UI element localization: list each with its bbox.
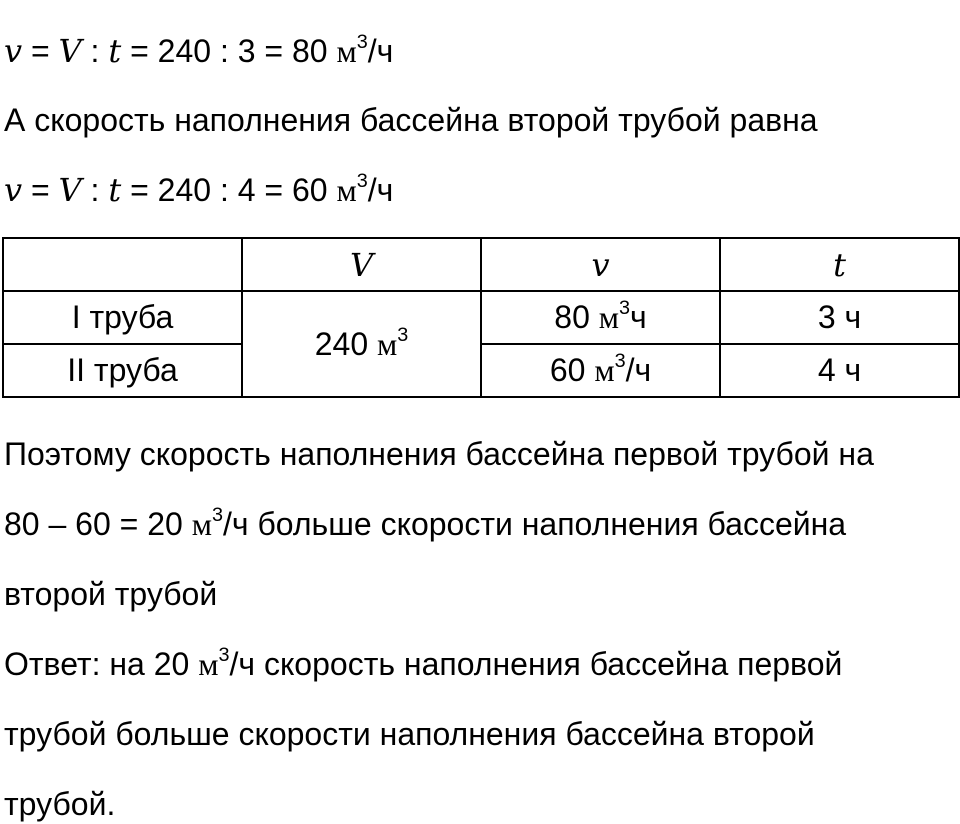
unit-power: 3: [218, 644, 230, 667]
var-v: v: [4, 32, 23, 70]
text-second-pipe-intro: А скорость наполнения бассейна второй трубой равна: [4, 102, 818, 138]
formula-speed-first-pipe: [4, 31, 393, 71]
text-second-pipe: второй трубой: [4, 576, 218, 612]
unit-m: м: [198, 646, 219, 682]
var-V: V: [58, 171, 82, 209]
unit-power: 3: [356, 170, 368, 193]
unit-m: м: [377, 325, 398, 362]
unit-m: м: [598, 299, 620, 335]
text-therefore: Поэтому скорость наполнения бассейна первой трубой на: [4, 436, 874, 472]
text-answer-continued: трубой больше скорости наполнения бассейна второй: [4, 716, 815, 752]
unit-power: 3: [614, 350, 626, 373]
unit-per-hour: /ч: [625, 352, 652, 388]
text-difference: [4, 504, 846, 544]
calculation: = 240 : 3 = 80: [121, 33, 337, 69]
text-answer-end: трубой.: [4, 786, 116, 822]
table-header-row: [3, 238, 959, 291]
var-t: t: [108, 171, 122, 209]
table-row: [3, 291, 959, 344]
calculation: = 240 : 4 = 60: [121, 172, 337, 208]
time-cell: 4 ч: [720, 344, 959, 397]
unit-power: 3: [397, 323, 409, 346]
speed-cell: [481, 291, 720, 344]
var-V: V: [58, 32, 82, 70]
header-speed: v: [481, 238, 720, 291]
unit-power: 3: [619, 297, 631, 320]
unit-per-hour: /ч: [367, 172, 394, 208]
unit-power: 3: [356, 31, 368, 54]
volume-value: 240: [314, 325, 377, 362]
equals: =: [22, 33, 59, 69]
header-volume: V: [242, 238, 481, 291]
speed-value: 80: [554, 299, 599, 335]
time-cell: 3 ч: [720, 291, 959, 344]
colon: :: [81, 33, 109, 69]
var-t: t: [108, 32, 122, 70]
text-answer: [4, 644, 842, 684]
unit-per-hour: /ч: [367, 33, 394, 69]
header-empty: [3, 238, 242, 291]
unit-power: 3: [211, 504, 223, 527]
formula-speed-second-pipe: [4, 170, 393, 210]
unit-hour: ч: [630, 299, 647, 335]
pipes-table: [2, 237, 960, 398]
table-row: [3, 344, 959, 397]
unit-m: м: [191, 506, 212, 542]
colon: :: [81, 172, 109, 208]
volume-cell: [242, 291, 481, 397]
answer-rest: /ч скорость наполнения бассейна первой: [229, 646, 843, 682]
var-v: v: [4, 171, 23, 209]
difference-calc: 80 – 60 = 20: [4, 506, 192, 542]
unit-m: м: [336, 33, 357, 69]
unit-m: м: [594, 352, 615, 388]
unit-m: м: [336, 172, 357, 208]
answer-prefix: Ответ: на 20: [4, 646, 199, 682]
speed-cell: [481, 344, 720, 397]
speed-value: 60: [549, 352, 595, 388]
row-label: I труба: [3, 291, 242, 344]
row-label: II труба: [3, 344, 242, 397]
difference-rest: /ч больше скорости наполнения бассейна: [223, 506, 847, 542]
equals: =: [22, 172, 59, 208]
header-time: t: [720, 238, 959, 291]
